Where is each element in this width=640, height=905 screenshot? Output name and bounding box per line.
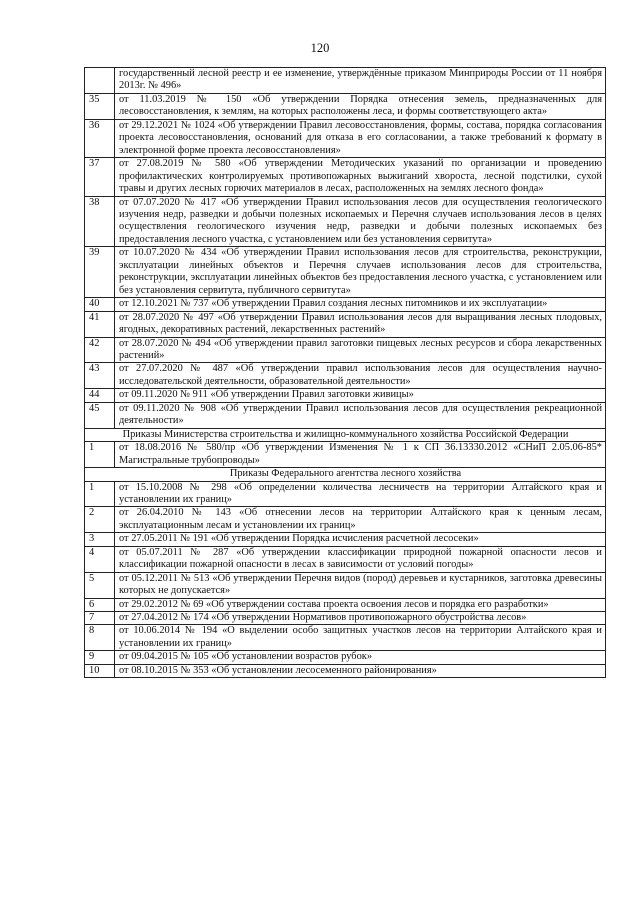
row-text: от 05.07.2011 № 287 «Об утверждении классификации природной пожарной опасности лесов и классификации пожарной опасности в лесах в зависимости от условий погоды» (115, 546, 606, 572)
row-number: 36 (85, 119, 115, 157)
row-text: от 26.04.2010 № 143 «Об отнесении лесов на территории Алтайского края к ценным лесам, эксплуатационным лесам и установлении их границ» (115, 507, 606, 533)
row-number: 39 (85, 247, 115, 298)
row-text: от 05.12.2011 № 513 «Об утверждении Перечня видов (пород) деревьев и кустарников, заготовка древесины которых не допускается» (115, 572, 606, 598)
regulations-table (84, 67, 606, 678)
row-text: от 09.11.2020 № 911 «Об утверждении Правил заготовки живицы» (115, 389, 606, 402)
table-row (85, 572, 606, 598)
row-text: от 10.06.2014 № 194 «О выделении особо защитных участков лесов на территории Алтайского края и установлении их границ» (115, 625, 606, 651)
row-text: от 08.10.2015 № 353 «Об установлении лесосеменного районирования» (115, 664, 606, 677)
row-number: 3 (85, 533, 115, 546)
table-row (85, 363, 606, 389)
row-text: от 27.04.2012 № 174 «Об утверждении Нормативов противопожарного обустройства лесов» (115, 612, 606, 625)
row-text: от 12.10.2021 № 737 «Об утверждении Правил создания лесных питомников и их эксплуатации» (115, 298, 606, 311)
row-number: 8 (85, 625, 115, 651)
table-row (85, 337, 606, 363)
row-text: от 15.10.2008 № 298 «Об определении количества лесничеств на территории Алтайского края и установлении их границ» (115, 481, 606, 507)
row-number: 6 (85, 598, 115, 611)
row-number: 44 (85, 389, 115, 402)
section-heading: Приказы Министерства строительства и жилищно-коммунального хозяйства Российской Федерации (85, 428, 606, 441)
table-row (85, 93, 606, 119)
row-number: 1 (85, 481, 115, 507)
row-number: 37 (85, 158, 115, 196)
row-text: от 27.08.2019 № 580 «Об утверждении Методических указаний по организации и проведению профилактических контролируемых противопожарных выжиганий хвороста, лесной подстилки, сухой травы и других лесных горючих материалов в лесах, расположенных на землях лесного фонда» (115, 158, 606, 196)
row-text: от 09.04.2015 № 105 «Об установлении возрастов рубок» (115, 651, 606, 664)
row-number: 42 (85, 337, 115, 363)
table-row (85, 158, 606, 196)
row-number: 45 (85, 402, 115, 428)
row-number: 38 (85, 196, 115, 247)
row-text: от 11.03.2019 № 150 «Об утверждении Порядка отнесения земель, предназначенных для лесовосстановления, к землям, на которых расположены леса, и формы соответствующего акта» (115, 93, 606, 119)
section-heading: Приказы Федерального агентства лесного хозяйства (85, 468, 606, 481)
page-number: 120 (310, 41, 330, 55)
table-row (85, 598, 606, 611)
table-row (85, 389, 606, 402)
row-number: 10 (85, 664, 115, 677)
row-text: государственный лесной реестр и ее изменение, утверждённые приказом Минприроды России от 11 ноября 2013г. № 496» (115, 68, 606, 94)
table-row (85, 247, 606, 298)
row-text: от 28.07.2020 № 497 «Об утверждении Правил использования лесов для выращивания лесных плодовых, ягодных, декоративных растений, лекарственных растений» (115, 311, 606, 337)
table-row (85, 507, 606, 533)
row-text: от 28.07.2020 № 494 «Об утверждении правил заготовки пищевых лесных ресурсов и сбора лекарственных растений» (115, 337, 606, 363)
row-text: от 27.05.2011 № 191 «Об утверждении Порядка исчисления расчетной лесосеки» (115, 533, 606, 546)
row-text: от 29.02.2012 № 69 «Об утверждении состава проекта освоения лесов и порядка его разработки» (115, 598, 606, 611)
table-row (85, 481, 606, 507)
row-number: 43 (85, 363, 115, 389)
row-text: от 18.08.2016 № 580/пр «Об утверждении Изменения № 1 к СП 36.13330.2012 «СНиП 2.05.06-85* Магистральные трубопроводы» (115, 442, 606, 468)
row-number: 41 (85, 311, 115, 337)
row-text: от 09.11.2020 № 908 «Об утверждении Правил использования лесов для осуществления рекреационной деятельности» (115, 402, 606, 428)
row-text: от 27.07.2020 № 487 «Об утверждении правил использования лесов для осуществления научно-исследовательской деятельности, образовательной деятельности» (115, 363, 606, 389)
row-text: от 10.07.2020 № 434 «Об утверждении Правил использования лесов для строительства, реконструкции, эксплуатации линейных объектов и Перечня случаев использования лесов для строительства, реконструкции, эксплуатации линейных объектов без предоставления лесного участка, с установлением или без установления сервитута, публичного сервитута» (115, 247, 606, 298)
row-number: 40 (85, 298, 115, 311)
table-row (85, 298, 606, 311)
table-row (85, 311, 606, 337)
row-number: 1 (85, 442, 115, 468)
row-text: от 07.07.2020 № 417 «Об утверждении Правил использования лесов для осуществления геологического изучения недр, разведки и добычи полезных ископаемых и Перечня случаев использования лесов в целях осуществления геологического изучения недр, разведки и добычи полезных ископаемых без предоставления лесного участка, с установлением или без установления сервитута» (115, 196, 606, 247)
section-construction (85, 428, 606, 441)
row-number: 5 (85, 572, 115, 598)
table-row (85, 68, 606, 94)
row-number: 9 (85, 651, 115, 664)
row-number: 7 (85, 612, 115, 625)
row-number (85, 68, 115, 94)
row-number: 35 (85, 93, 115, 119)
table-row (85, 119, 606, 157)
row-number: 4 (85, 546, 115, 572)
table-row (85, 442, 606, 468)
table-row (85, 612, 606, 625)
table-row (85, 402, 606, 428)
section-forestry (85, 468, 606, 481)
row-text: от 29.12.2021 № 1024 «Об утверждении Правил лесовосстановления, формы, состава, порядка согласования проекта лесовосстановления, оснований для отказа в его согласовании, а также требований к формату в электронной форме проекта лесовосстановления» (115, 119, 606, 157)
table-row (85, 546, 606, 572)
table-row (85, 625, 606, 651)
table-row (85, 196, 606, 247)
table-row (85, 533, 606, 546)
table-row (85, 664, 606, 677)
table-row (85, 651, 606, 664)
row-number: 2 (85, 507, 115, 533)
